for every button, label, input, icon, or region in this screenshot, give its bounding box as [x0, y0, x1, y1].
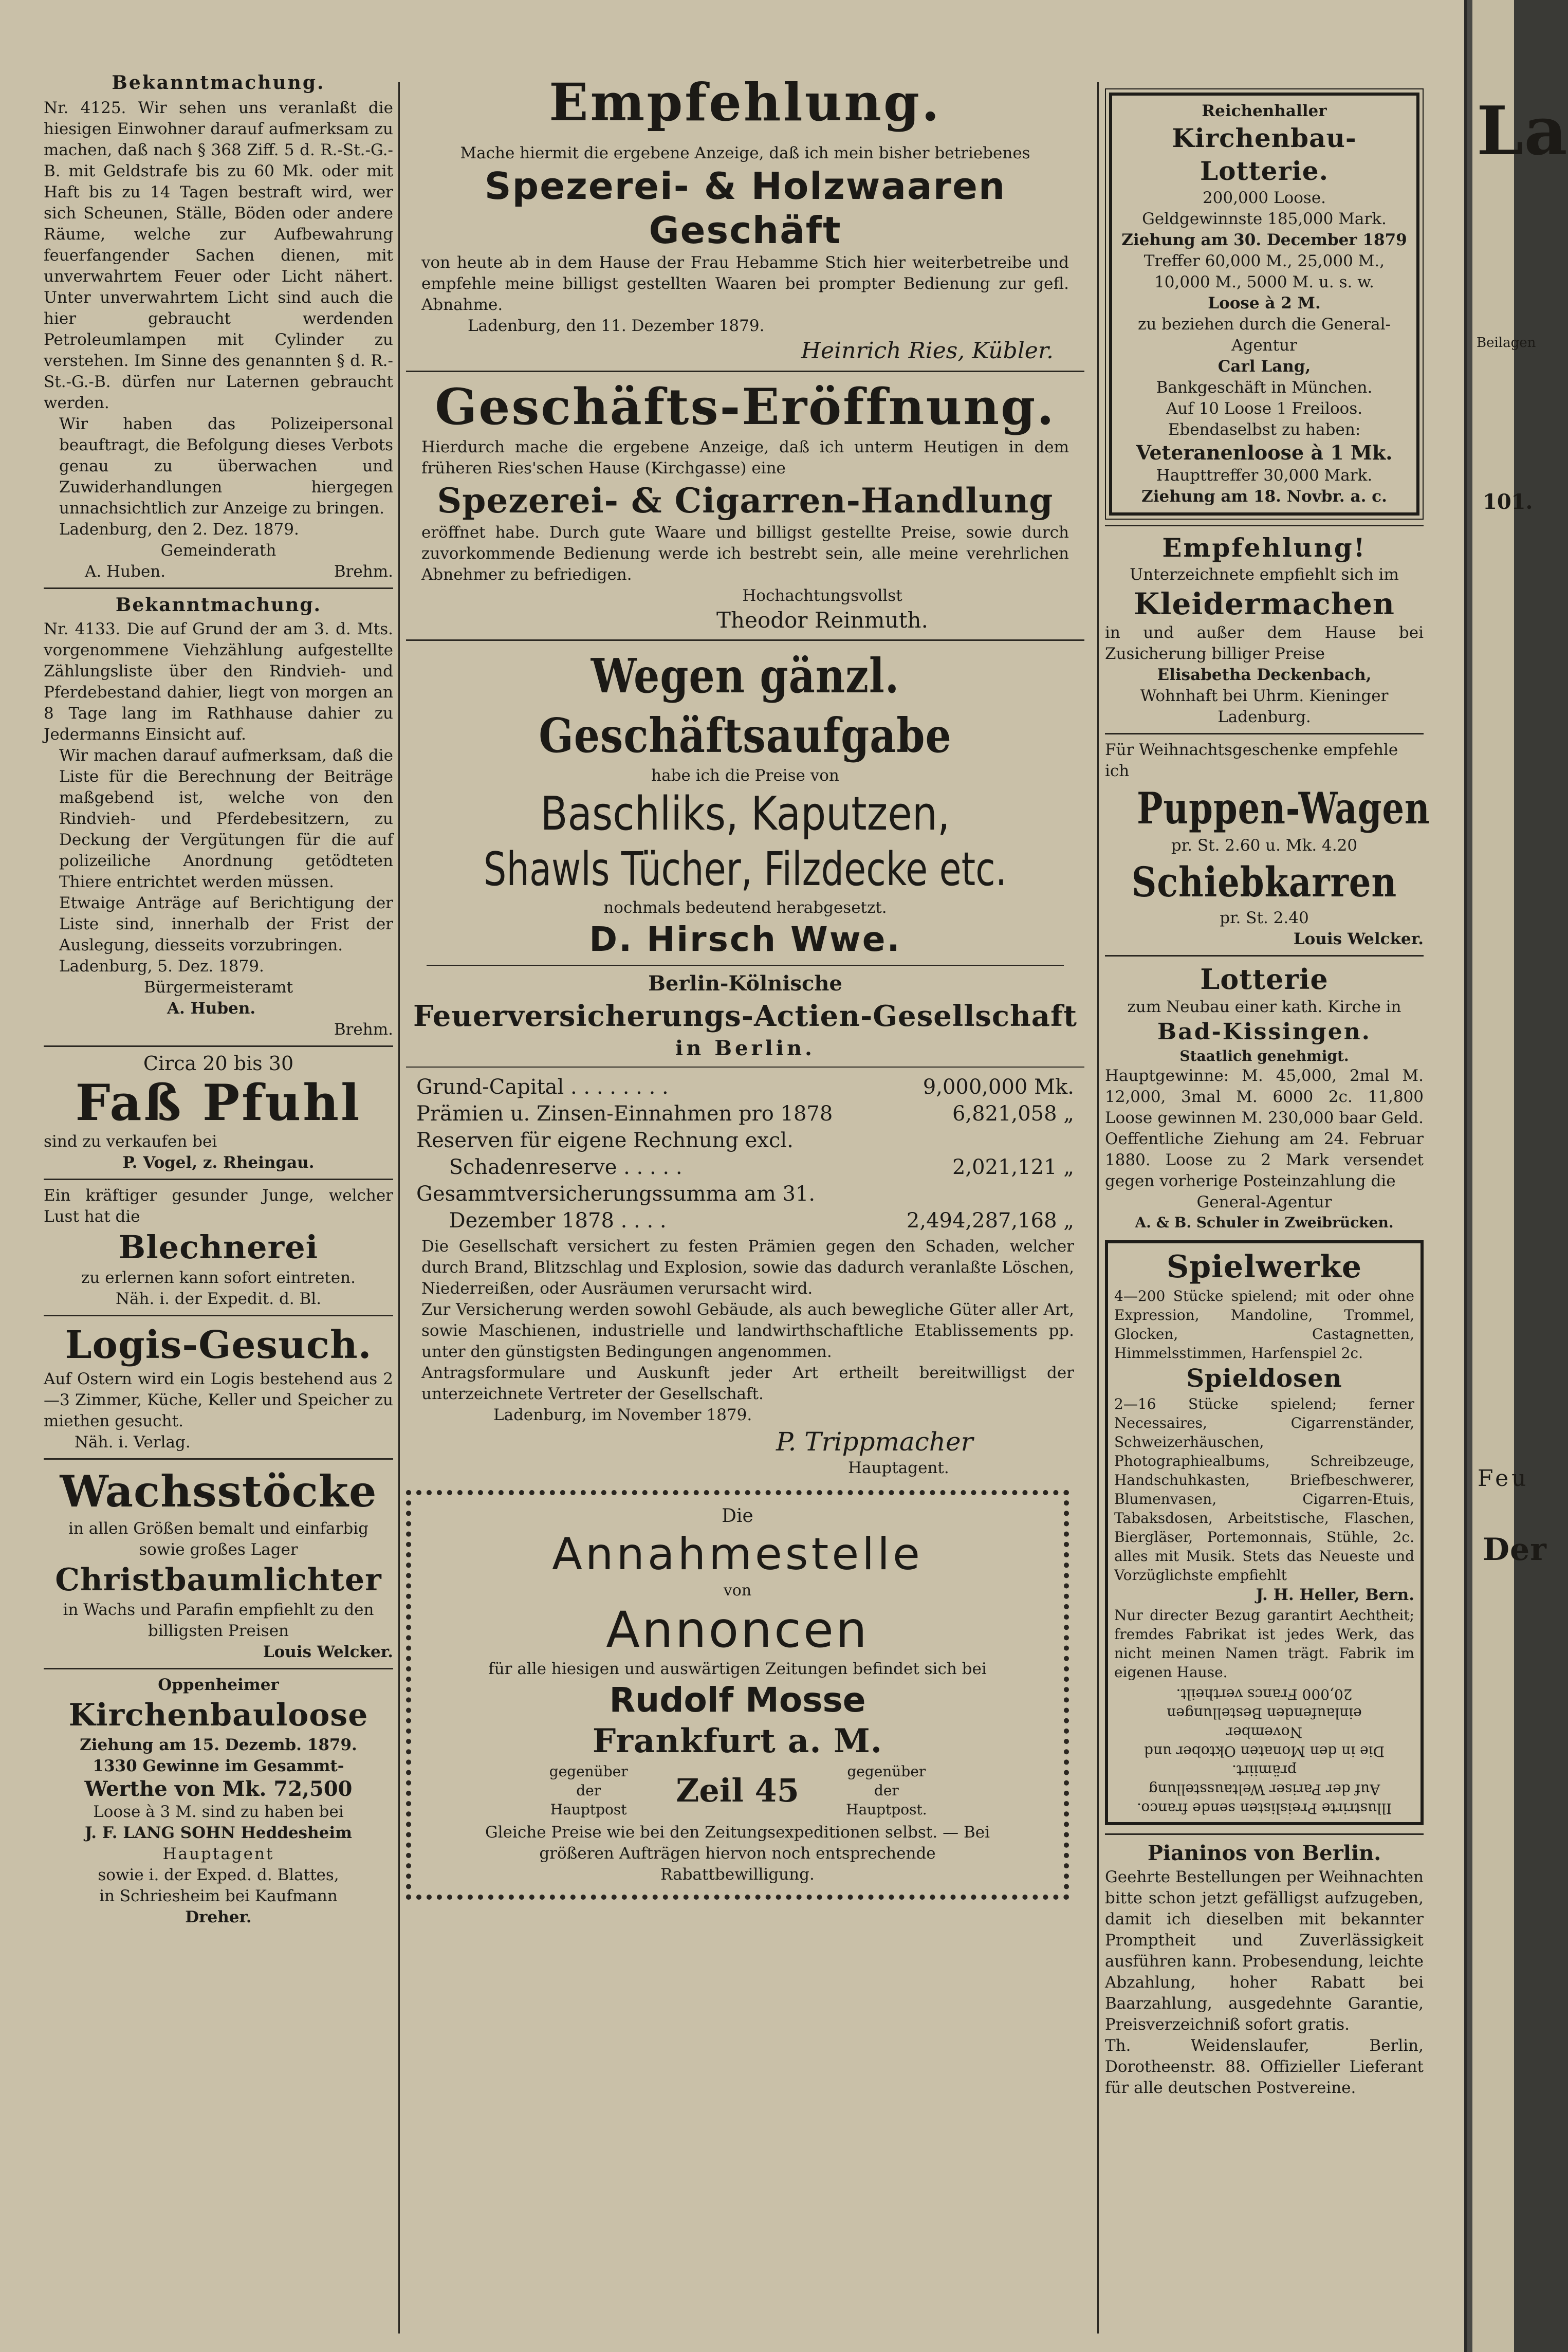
ad-body-2: 2—16 Stücke spielend; ferner Necessaires, Cigarrenständer, Schweizerhäuschen, Photographiealbums, Schreibzeuge, Handschuhkasten, Briefbeschwerer, Blumenvasen, Cigarren-Etuis, Tabaksdosen, Arbeitstische, Flaschen, Biergläser, Portemonnais, Stühle, 2c. alles mit Musik. Stets das Neueste und Vorzüglichste empfiehlt	[1114, 1395, 1414, 1584]
financial-table	[406, 1072, 1084, 1236]
ad-big-line: Annoncen	[606, 1601, 869, 1659]
ad-big-line: Puppen-Wagen	[1137, 783, 1430, 834]
row-label: Gesammtversicherungssumma am 31.	[416, 1182, 816, 1206]
ad-fire-insurance	[406, 970, 1084, 1479]
ad-line: 200,000 Loose.	[1202, 189, 1326, 207]
notice-signatures	[44, 561, 393, 582]
row-label: Grund-Capital . . . . . . . .	[416, 1075, 669, 1099]
ad-big-line: Shawls Tücher, Filzdecke etc.	[483, 842, 1007, 896]
ad-line: Ziehung am 18. Novbr. a. c.	[1141, 487, 1387, 506]
ad-title: Feuerversicherungs-Actien-Gesellschaft	[413, 999, 1077, 1033]
table-row	[416, 1181, 1074, 1207]
notice-date: Ladenburg, 5. Dez. 1879.	[59, 957, 264, 976]
ad-body: Auf Ostern wird ein Logis bestehend aus 2—3 Zimmer, Küche, Keller und Speicher zu miethen gesucht.	[44, 1370, 393, 1430]
divider	[406, 1067, 1084, 1068]
ad-headline: Kirchenbau-Lotterie.	[1172, 123, 1357, 186]
ad-line: Loose à 3 M. sind zu haben bei	[93, 1803, 344, 1821]
ad-body: Geehrte Bestellungen per Weihnachten bitte schon jetzt gefälligst aufzugeben, damit ich dieselben mit bekannter Promptheit und Zuverlässigkeit ausführen kann. Probesendung, leichte Abzahlung, hoher Rabatt bei Baarzahlung, ausgedehnte Garantie, Preisverzeichniß sofort gratis.	[1105, 1868, 1424, 2034]
ad-doll-carriages	[1105, 740, 1430, 950]
table-row	[416, 1207, 1074, 1234]
ad-line: in Schriesheim bei Kaufmann	[99, 1887, 338, 1905]
ad-headline: Wegen gänzl. Geschäftsaufgabe	[539, 648, 952, 763]
ad-headline: Lotterie	[1200, 963, 1329, 996]
ad-signature: Dreher.	[185, 1908, 252, 1926]
notice-body-2: Wir haben das Polizeipersonal beauftragt, die Befolgung dieses Verbots genau zu überwachen und Zuwiderhandlungen hiergegen unnachsichtlich zur Anzeige zu bringen.	[59, 415, 393, 518]
column-rule-2	[1097, 82, 1099, 2333]
ad-body: eröffnet habe. Durch gute Waare und billigst gestellte Preise, sowie durch zuvorkommende Bedienung werde ich bestrebt sein, alle meine verehrlichen Abnehmer zu befriedigen.	[421, 523, 1069, 584]
ad-intro: Mache hiermit die ergebene Anzeige, daß ich mein bisher betriebenes	[460, 144, 1030, 162]
ad-signature: Ladenburg.	[1217, 708, 1311, 726]
divider	[44, 1045, 393, 1047]
divider	[44, 1179, 393, 1180]
ad-line: in allen Größen bemalt und einfarbig sowie großes Lager	[68, 1519, 368, 1559]
ad-line: Ebendaselbst zu haben:	[1168, 420, 1361, 439]
ad-title: Berlin-Kölnische	[648, 971, 842, 996]
ad-price: pr. St. 2.40	[1220, 909, 1309, 927]
ad-greeting: Hochachtungsvollst	[742, 586, 902, 605]
ad-line: General-Agentur	[1196, 1193, 1332, 1211]
notice-livestock-count	[44, 594, 393, 1040]
ad-line: Geldgewinnste 185,000 Mark.	[1142, 210, 1387, 228]
ad-signature: Heinrich Ries, Kübler.	[801, 338, 1054, 364]
signature-right: Brehm.	[334, 562, 393, 581]
ad-signature: P. Trippmacher	[776, 1427, 973, 1457]
ad-mosse-advertising	[406, 1490, 1069, 1900]
notice-body-3: Etwaige Anträge auf Berichtigung der Liste sind, innerhalb der Frist der Auslegung, diesseits vorzubringen.	[59, 894, 393, 954]
divider	[1105, 525, 1424, 526]
ad-body: Hauptgewinne: M. 45,000, 2mal M. 12,000, 3mal M. 6000 2c. 11,800 Loose gewinnen M. 230,000 baar Geld. Oeffentliche Ziehung am 24. Februar 1880. Loose zu 2 Mark versendet gegen vorherige Posteinzahlung die	[1105, 1067, 1424, 1190]
notice-title: Bekanntmachung.	[115, 594, 322, 616]
ad-lodging-wanted	[44, 1321, 393, 1453]
ad-signature-role: Hauptagent.	[848, 1459, 949, 1477]
ad-kissingen-lottery	[1105, 962, 1424, 1232]
ad-line: Veteranenloose à 1 Mk.	[1136, 441, 1393, 464]
ad-wax-candles	[44, 1465, 393, 1663]
ad-recommendation-ries	[406, 72, 1084, 365]
ad-line: Näh. i. Verlag.	[75, 1433, 191, 1451]
ad-note-right: gegenüber der Hauptpost.	[846, 1763, 927, 1818]
divider	[1105, 733, 1424, 734]
ad-line: Illustrirte Preislisten sende franco.	[1137, 1800, 1392, 1817]
ad-date: Ladenburg, im November 1879.	[493, 1406, 752, 1424]
ad-line: Für Weihnachtsgeschenke empfehle ich	[1105, 741, 1398, 780]
ad-reichenhall-lottery	[1109, 93, 1419, 516]
ad-line: zu erlernen kann sofort eintreten.	[81, 1269, 356, 1287]
notice-body-2: Wir machen darauf aufmerksam, daß die Liste für die Berechnung der Beiträge maßgebend ist, welche von den Rindvieh- und Pferdebesitzern, zu Deckung der Vergütungen für die auf polizeiliche Anordnung getödteten Thiere entrichtet werden müssen.	[59, 746, 393, 891]
ad-body: Die Gesellschaft versichert zu festen Prämien gegen den Schaden, welcher durch Brand, Blitzschlag und Explosion, sowie das dadurch veranlaßte Löschen, Niederreißen, oder Ausräumen verursacht wird.	[421, 1237, 1074, 1298]
ad-line: Circa 20 bis 30	[143, 1052, 294, 1075]
ad-big-line: Baschliks, Kaputzen,	[540, 787, 950, 841]
ad-pianinos	[1105, 1840, 1424, 2099]
row-value: 6,821,058 „	[952, 1102, 1074, 1126]
ad-signature: Wohnhaft bei Uhrm. Kieninger	[1140, 687, 1389, 705]
ad-headline: Empfehlung.	[549, 72, 942, 133]
ad-signature: Louis Welcker.	[1293, 930, 1424, 948]
ad-line: Ein kräftiger gesunder Junge, welcher Lust hat die	[44, 1186, 393, 1226]
ad-line: Die	[722, 1505, 753, 1527]
ad-headline: Spielwerke	[1166, 1249, 1362, 1285]
ad-headline: Logis-Gesuch.	[65, 1323, 372, 1367]
spine-fragment: La	[1477, 91, 1568, 170]
ad-line: Werthe von Mk. 72,500	[84, 1777, 353, 1801]
ad-headline-2: Spieldosen	[1186, 1364, 1342, 1393]
ad-title: in Berlin.	[675, 1036, 815, 1060]
ad-signature: P. Vogel, z. Rheingau.	[122, 1153, 315, 1172]
ad-line: Treffer 60,000 M., 25,000 M.,	[1143, 252, 1385, 270]
ad-signature: Louis Welcker.	[263, 1643, 393, 1661]
ad-big-line: Geschäft	[649, 209, 842, 252]
ad-body-3: Nur directer Bezug garantirt Aechtheit; fremdes Fabrikat ist jedes Werk, das nicht meinen Namen trägt. Fabrik im eigenen Hause.	[1114, 1607, 1414, 1681]
ad-date: Ladenburg, den 11. Dezember 1879.	[468, 317, 765, 335]
divider	[44, 587, 393, 589]
ad-big-line: Schiebkarren	[1131, 858, 1397, 906]
column-left	[44, 72, 393, 1928]
ad-intro: Hierdurch mache die ergebene Anzeige, daß ich unterm Heutigen in dem früheren Ries'schen Hause (Kirchgasse) eine	[421, 438, 1069, 477]
ad-line: sind zu verkaufen bei	[44, 1132, 217, 1151]
ad-music-boxes	[1105, 1240, 1424, 1825]
ad-line: Auf der Pariser Weltausstellung prämiirt.	[1148, 1762, 1380, 1798]
ad-headline: Pianinos von Berlin.	[1147, 1841, 1381, 1865]
adjacent-page-edge	[1467, 0, 1568, 2352]
ad-headline: Kirchenbauloose	[68, 1697, 368, 1733]
spine-fragment: Der	[1483, 1532, 1547, 1568]
divider	[406, 371, 1084, 372]
ad-closing-sale-hirsch	[406, 646, 1084, 961]
ad-line: Bankgeschäft in München.	[1156, 378, 1373, 397]
column-right	[1105, 72, 1430, 2099]
table-row	[416, 1074, 1074, 1100]
ad-line: Auf 10 Loose 1 Freiloos.	[1166, 399, 1363, 418]
ad-line: 1330 Gewinne im Gesammt-	[93, 1757, 344, 1775]
ad-line: sowie i. der Exped. d. Blattes,	[98, 1866, 339, 1884]
ad-line: Die in den Monaten Oktober und November	[1144, 1724, 1385, 1760]
row-label: Prämien u. Zinsen-Einnahmen pro 1878	[416, 1102, 833, 1126]
divider	[427, 965, 1064, 966]
notice-authority: Gemeinderath	[160, 541, 276, 560]
ad-line: Hauptagent	[162, 1845, 274, 1863]
notice-authority: Bürgermeisteramt	[143, 978, 293, 997]
ad-body-3: Antragsformulare und Auskunft jeder Art ertheilt bereitwilligst der unterzeichnete Vertreter der Gesellschaft.	[421, 1364, 1074, 1403]
signature-left: A. Huben.	[167, 999, 256, 1018]
ad-signature: J. H. Heller, Bern.	[1256, 1586, 1414, 1604]
ad-dressmaking	[1105, 531, 1424, 728]
ad-business-opening	[406, 377, 1084, 634]
column-rule-1	[398, 82, 400, 2333]
divider	[44, 1458, 393, 1460]
ad-title: Oppenheimer	[158, 1676, 279, 1694]
ad-signature: Theodor Reinmuth.	[716, 608, 928, 633]
ad-line: 20,000 Francs vertheilt.	[1176, 1686, 1353, 1703]
divider	[44, 1315, 393, 1316]
row-label: Schadenreserve . . . . .	[416, 1155, 682, 1179]
column-middle	[406, 72, 1084, 1900]
ad-headline: Faß Pfuhl	[75, 1074, 362, 1132]
ad-church-lottery-oppenheim	[44, 1675, 393, 1928]
ad-line: zum Neubau einer kath. Kirche in	[1127, 998, 1401, 1016]
ad-big-line: Annahmestelle	[552, 1529, 923, 1580]
divider	[44, 1668, 393, 1669]
ad-body: Gleiche Preise wie bei den Zeitungsexpeditionen selbst. — Bei größeren Aufträgen hiervon noch entsprechende Rabattbewilligung.	[485, 1823, 990, 1884]
ad-big-line: Spezerei- & Cigarren-Handlung	[437, 481, 1054, 521]
row-value: 9,000,000 Mk.	[923, 1075, 1074, 1099]
ad-body-2: Zur Versicherung werden sowohl Gebäude, als auch bewegliche Güter aller Art, sowie Maschienen, industrielle und landwirthschaftliche Etablissements pp. unter den günstigsten Bedingungen angenommen.	[421, 1300, 1074, 1361]
notice-title: Bekanntmachung.	[112, 72, 325, 94]
spine-fragment: 101.	[1483, 490, 1533, 514]
ad-price: pr. St. 2.60 u. Mk. 4.20	[1171, 836, 1358, 855]
upside-down-block	[1114, 1685, 1414, 1818]
ad-line: nochmals bedeutend herabgesetzt.	[603, 898, 887, 917]
ad-line: Ziehung am 15. Dezemb. 1879.	[80, 1736, 357, 1754]
ad-signature: Th. Weidenslaufer, Berlin, Dorotheenstr. 88. Offizieller Lieferant für alle deutschen Postvereine.	[1105, 2036, 1424, 2097]
signature-left: A. Huben.	[85, 562, 166, 581]
row-value: 2,021,121 „	[952, 1155, 1074, 1179]
row-label: Dezember 1878 . . . .	[416, 1209, 667, 1233]
spine-fragment: Feu	[1478, 1465, 1529, 1492]
ad-line: 10,000 M., 5000 M. u. s. w.	[1154, 273, 1374, 291]
ad-line: Staatlich genehmigt.	[1179, 1048, 1349, 1064]
ad-big-line: Frankfurt a. M.	[592, 1722, 883, 1760]
ad-line: für alle hiesigen und auswärtigen Zeitungen befindet sich bei	[488, 1660, 987, 1678]
ad-headline-2: Christbaumlichter	[55, 1562, 382, 1598]
ad-line: einlaufenden Bestellungen	[1167, 1705, 1362, 1722]
ad-line: zu beziehen durch die General-Agentur	[1138, 315, 1391, 355]
ad-line: Carl Lang,	[1217, 357, 1311, 376]
row-label: Reserven für eigene Rechnung excl.	[416, 1129, 794, 1152]
ad-body: 4—200 Stücke spielend; mit oder ohne Expression, Mandoline, Trommel, Glocken, Castagnetten, Himmelsstimmen, Harfenspiel 2c.	[1114, 1288, 1414, 1362]
ad-line: Ziehung am 30. December 1879	[1121, 231, 1407, 249]
ad-line: J. F. LANG SOHN Heddesheim	[85, 1824, 352, 1842]
ad-line: Unterzeichnete empfiehlt sich im	[1130, 565, 1399, 584]
ad-big-line: Rudolf Mosse	[609, 1680, 866, 1720]
ad-signature: D. Hirsch Wwe.	[589, 920, 901, 959]
ad-line: in und außer dem Hause bei Zusicherung billiger Preise	[1105, 623, 1424, 663]
row-value: 2,494,287,168 „	[906, 1209, 1074, 1233]
notice-fire-safety	[44, 72, 393, 582]
ad-apprentice-plumber	[44, 1185, 393, 1310]
address-line	[423, 1762, 1052, 1819]
ad-headline: Blechnerei	[118, 1228, 319, 1266]
table-row	[416, 1154, 1074, 1181]
notice-body: Nr. 4133. Die auf Grund der am 3. d. Mts. vorgenommene Viehzählung aufgestellte Zählungsliste über den Rindvieh- und Pferdebestand dahier, liegt von morgen an 8 Tage lang im Rathhause dahier zu Jedermanns Einsicht auf.	[44, 620, 393, 744]
ad-line: Haupttreffer 30,000 Mark.	[1156, 466, 1373, 485]
spine-fragment: Beilagen	[1477, 335, 1536, 351]
ad-body: von heute ab in dem Hause der Frau Hebamme Stich hier weiterbetreibe und empfehle meine billigst gestellten Waaren bei prompter Bedienung zur gefl. Abnahme.	[421, 253, 1069, 314]
ad-big-line: Zeil 45	[676, 1771, 799, 1809]
ad-line: von	[723, 1582, 752, 1600]
ad-big-line: Kleidermachen	[1134, 586, 1395, 621]
ad-note-left: gegenüber der Hauptpost	[549, 1763, 628, 1818]
ad-barrel-manure	[44, 1052, 393, 1173]
ad-signature: Elisabetha Deckenbach,	[1157, 666, 1372, 684]
ad-line: habe ich die Preise von	[651, 766, 839, 785]
notice-date: Ladenburg, den 2. Dez. 1879.	[59, 520, 299, 539]
notice-body: Nr. 4125. Wir sehen uns veranlaßt die hiesigen Einwohner darauf aufmerksam zu machen, daß nach § 368 Ziff. 5 d. R.-St.-G.-B. mit Geldstrafe bis zu 60 Mk. oder mit Haft bis zu 14 Tagen bestraft wird, wer sich Scheunen, Ställe, Böden oder andere Räume, welche zur Aufbewahrung feuerfangender Sachen dienen, mit unverwahrtem Feuer oder Licht nähert. Unter unverwahrtem Licht sind auch die hier gebraucht werdenden Petroleumlampen mit Cylinder zu verstehen. Im Sinne des genannten § d. R.-St.-G.-B. dürfen nur Laternen gebraucht werden.	[44, 99, 393, 412]
ad-big-line: Spezerei- & Holzwaaren	[484, 164, 1006, 208]
table-row	[416, 1100, 1074, 1127]
ad-line: Loose à 2 M.	[1208, 294, 1321, 313]
ad-headline: Wachsstöcke	[60, 1466, 377, 1517]
ad-line: Näh. i. der Expedit. d. Bl.	[115, 1290, 322, 1308]
ad-headline: Geschäfts-Eröffnung.	[435, 378, 1056, 436]
ad-signature: A. & B. Schuler in Zweibrücken.	[1135, 1214, 1394, 1231]
divider	[1105, 955, 1424, 957]
table-row	[416, 1127, 1074, 1154]
divider	[406, 639, 1084, 641]
divider	[1105, 1833, 1424, 1835]
signature-right: Brehm.	[334, 1020, 393, 1039]
ad-big-line: Bad-Kissingen.	[1157, 1019, 1371, 1045]
ad-headline: Empfehlung!	[1162, 532, 1367, 563]
ad-title: Reichenhaller	[1202, 102, 1327, 120]
ad-line: in Wachs und Parafin empfiehlt zu den billigsten Preisen	[63, 1601, 374, 1640]
